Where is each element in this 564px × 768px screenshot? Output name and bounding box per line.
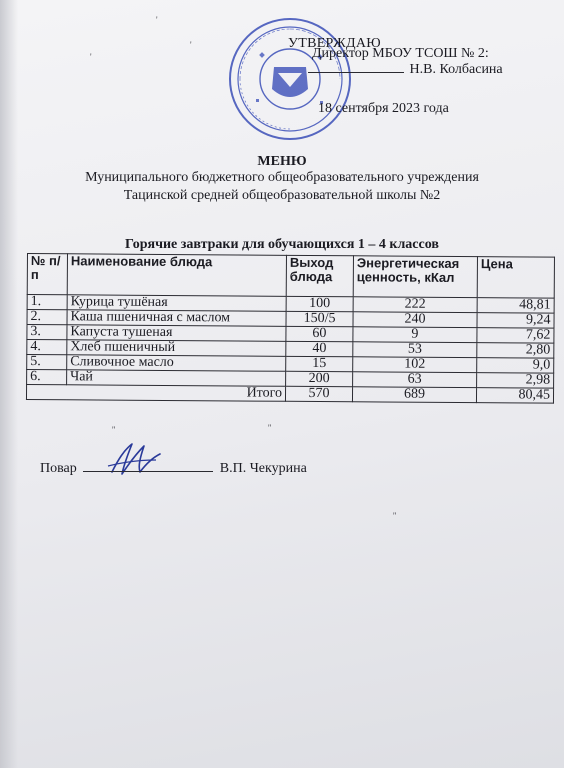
dish-portion: 100 <box>286 296 353 311</box>
row-number: 2. <box>27 310 67 325</box>
table-title: Горячие завтраки для обучающихся 1 – 4 классов <box>125 237 439 252</box>
institution-line-2: Тацинской средней общеобразовательной школы №2 <box>123 188 441 203</box>
col-portion: Выход блюда <box>286 255 353 296</box>
signature-blank <box>308 72 404 73</box>
dish-price: 9,24 <box>477 313 554 329</box>
dish-name: Каша пшеничная с маслом <box>67 310 286 327</box>
cook-name: В.П. Чекурина <box>219 461 307 476</box>
dish-energy: 102 <box>353 357 477 373</box>
dish-energy: 222 <box>353 297 477 313</box>
director-title: Директор МБОУ ТСОШ № 2: <box>312 46 489 61</box>
col-dish-name: Наименование блюда <box>67 254 286 297</box>
total-price: 80,45 <box>476 388 553 404</box>
row-number: 4. <box>27 340 67 355</box>
row-number: 3. <box>27 325 67 340</box>
page-title: МЕНЮ <box>257 154 307 169</box>
row-number: 6. <box>27 370 67 385</box>
dish-name: Чай <box>67 370 286 387</box>
approval-heading: УТВЕРЖДАЮ <box>288 36 381 51</box>
dish-name: Курица тушёная <box>67 295 286 312</box>
dish-energy: 63 <box>353 372 477 388</box>
dish-name: Хлеб пшеничный <box>67 340 286 357</box>
dish-price: 7,62 <box>477 328 554 344</box>
speck-mark: '' <box>268 423 272 433</box>
table-header-row <box>27 254 554 299</box>
dish-energy: 53 <box>353 342 477 358</box>
cook-signature-line <box>40 461 307 477</box>
dish-energy: 9 <box>353 327 477 343</box>
dish-name: Капуста тушеная <box>67 325 286 342</box>
dish-portion: 15 <box>286 356 353 371</box>
col-energy: Энергетическая ценность, кКал <box>353 256 477 298</box>
speck-mark: ' <box>90 52 92 62</box>
page-edge-shadow <box>0 0 18 768</box>
total-row <box>26 385 553 404</box>
dish-portion: 40 <box>286 341 353 356</box>
speck-mark: '' <box>112 425 116 435</box>
director-signature-line <box>308 62 503 78</box>
col-number: № п/п <box>27 254 67 295</box>
signature-blank <box>83 471 213 472</box>
dish-name: Сливочное масло <box>67 355 286 372</box>
director-name: Н.В. Колбасина <box>409 62 503 77</box>
institution-line-1: Муниципального бюджетного общеобразовательного учреждения <box>85 170 479 185</box>
dish-portion: 60 <box>286 326 353 341</box>
dish-price: 48,81 <box>477 298 554 314</box>
total-energy: 689 <box>352 387 476 403</box>
dish-energy: 240 <box>353 312 477 328</box>
cook-label: Повар <box>40 461 77 476</box>
dish-price: 2,80 <box>477 343 554 359</box>
menu-table <box>26 253 555 404</box>
dish-portion: 150/5 <box>286 311 353 326</box>
dish-price: 9,0 <box>477 358 554 374</box>
speck-mark: ' <box>190 40 192 50</box>
total-portion: 570 <box>285 386 352 401</box>
row-number: 1. <box>27 295 67 310</box>
dish-portion: 200 <box>286 371 353 386</box>
approval-date: 18 сентября 2023 года <box>318 101 449 116</box>
col-price: Цена <box>477 257 554 299</box>
speck-mark: '' <box>393 511 397 521</box>
row-number: 5. <box>27 355 67 370</box>
speck-mark: ' <box>156 15 158 25</box>
official-seal-icon <box>226 15 354 143</box>
dish-price: 2,98 <box>477 373 554 389</box>
total-label: Итого <box>26 385 285 402</box>
